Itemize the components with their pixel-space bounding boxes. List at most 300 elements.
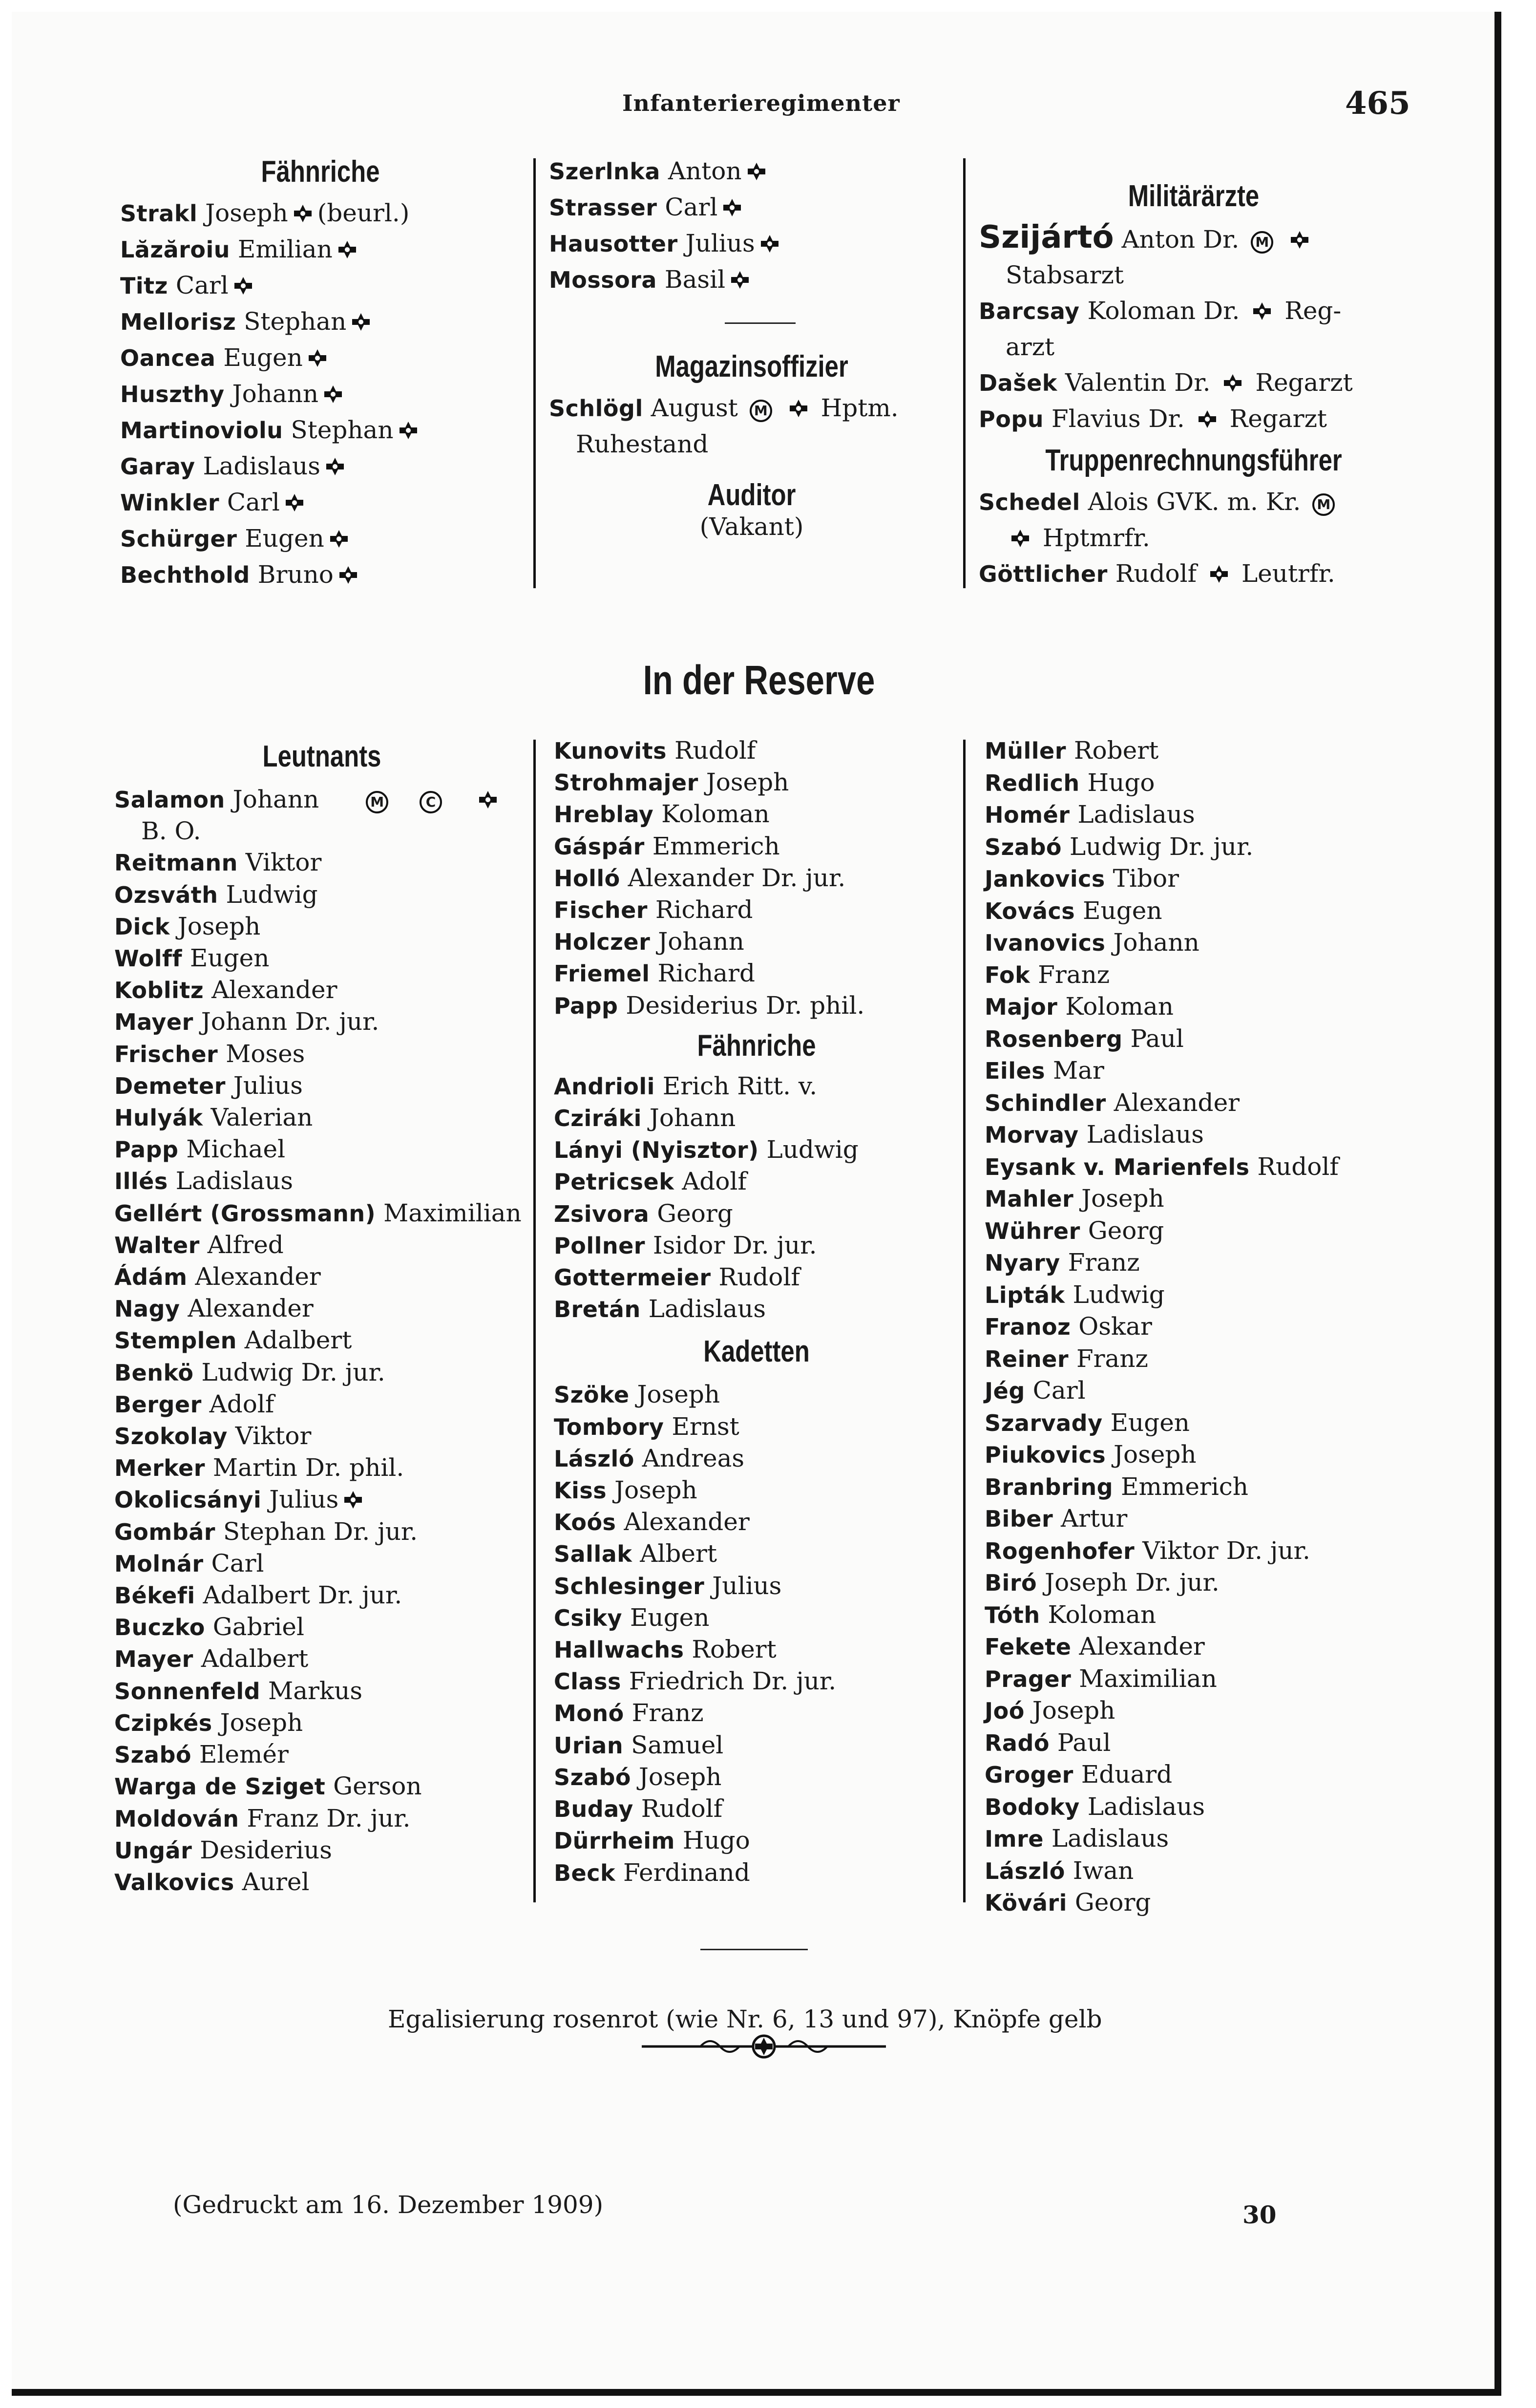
- given-name: Oskar: [1078, 1312, 1152, 1341]
- surname: Szabó: [985, 833, 1062, 860]
- column-divider: [533, 740, 536, 1902]
- officer-entry: [114, 879, 529, 911]
- given-name: Julius: [269, 1485, 339, 1514]
- given-name: Moses: [226, 1039, 305, 1068]
- surname: Holczer: [554, 929, 651, 956]
- officer-entry: [114, 911, 529, 942]
- given-name: Alexander: [1114, 1088, 1240, 1117]
- top-col1: [120, 149, 521, 593]
- given-name: Martin Dr. phil.: [212, 1453, 404, 1482]
- given-name: Eugen: [1110, 1408, 1190, 1437]
- officer-entry: [114, 1102, 529, 1133]
- given-name: Joseph: [637, 1380, 720, 1409]
- given-name: Ladislaus: [1086, 1120, 1204, 1149]
- officer-entry: [554, 1293, 959, 1325]
- officer-entry: [979, 293, 1409, 329]
- given-name: Viktor: [235, 1422, 312, 1450]
- officer-entry: [979, 220, 1409, 257]
- surname: Békefi: [114, 1582, 195, 1609]
- officer-list: [554, 1379, 959, 1888]
- given-name: Alexander: [1079, 1632, 1205, 1661]
- surname: Illés: [114, 1168, 168, 1195]
- given-name: Carl: [227, 488, 280, 516]
- surname: Hreblay: [554, 801, 654, 828]
- officer-entry: [114, 1643, 529, 1675]
- given-name: Gerson: [333, 1772, 422, 1801]
- surname: László: [554, 1445, 634, 1472]
- officer-entry: [554, 1825, 959, 1856]
- officer-entry: [985, 1791, 1414, 1823]
- surname: Salamon: [114, 787, 225, 813]
- given-name: Johann: [232, 785, 319, 813]
- surname: Mahler: [985, 1186, 1074, 1212]
- given-name: Carl: [211, 1549, 264, 1577]
- officer-entry: [985, 831, 1414, 863]
- officer-entry: [985, 927, 1414, 959]
- officer-entry: [985, 1631, 1414, 1663]
- officer-entry: [114, 942, 529, 974]
- surname: Prager: [985, 1665, 1072, 1692]
- surname: Stemplen: [114, 1327, 237, 1354]
- officer-entry: [554, 958, 959, 989]
- officer-entry: [554, 1761, 959, 1793]
- page: [12, 12, 1501, 2396]
- given-name: Bruno: [257, 560, 334, 589]
- given-name: Johann: [649, 1104, 736, 1132]
- given-name: Ladislaus: [175, 1167, 293, 1195]
- given-name: Joseph: [220, 1708, 303, 1737]
- officer-entry: [114, 1165, 529, 1197]
- rank: Reg-: [1284, 297, 1342, 325]
- surname: Merker: [114, 1455, 205, 1482]
- section-heading: Kadetten: [703, 1335, 810, 1369]
- officer-entry: [985, 1215, 1414, 1247]
- given-name: Ladislaus: [203, 452, 320, 480]
- officer-entry: [985, 1887, 1414, 1919]
- officer-entry: [549, 190, 954, 226]
- entry-continuation: Ruhestand: [576, 430, 709, 458]
- m-mark-icon: M: [1312, 493, 1335, 516]
- officer-entry: [985, 1695, 1414, 1727]
- officer-entry: [554, 1793, 959, 1825]
- given-name: Anton: [668, 157, 742, 185]
- given-name: Joseph: [638, 1762, 722, 1791]
- given-name: Ladislaus: [648, 1295, 766, 1323]
- officer-entry: [114, 1739, 529, 1770]
- cross-pattee-icon: [308, 348, 327, 368]
- officer-list: [554, 735, 959, 1022]
- given-name: Gabriel: [212, 1613, 304, 1641]
- officer-entry: [114, 1707, 529, 1739]
- officer-entry: [979, 365, 1409, 401]
- surname: Bretán: [554, 1296, 641, 1323]
- surname: Holló: [554, 865, 620, 892]
- officer-entry: [554, 1070, 959, 1102]
- given-name: Michael: [186, 1135, 286, 1164]
- short-rule: [725, 322, 796, 324]
- given-name: Alfred: [207, 1230, 284, 1259]
- given-name: Alexander: [624, 1508, 750, 1536]
- surname: Ivanovics: [985, 930, 1106, 956]
- reserve-col3: [985, 735, 1414, 1919]
- egalisierung-line: Egalisierung rosenrot (wie Nr. 6, 13 und 97), Knöpfe gelb: [388, 2005, 1102, 2033]
- given-name: Andreas: [642, 1444, 745, 1472]
- given-name: Hugo: [1087, 768, 1155, 797]
- officer-entry: [120, 448, 521, 485]
- officer-entry: [554, 1634, 959, 1665]
- cross-pattee-icon: [747, 162, 766, 181]
- cross-pattee-icon: [730, 270, 750, 290]
- officer-entry: [114, 1803, 529, 1834]
- given-name: Emilian: [237, 235, 333, 263]
- officer-entry: [114, 974, 529, 1006]
- given-name: Ludwig: [226, 880, 318, 909]
- officer-entry: [985, 1727, 1414, 1759]
- given-name: Franz: [631, 1699, 704, 1727]
- officer-entry: [979, 484, 1409, 520]
- given-name: Adalbert: [201, 1644, 309, 1673]
- officer-entry: [985, 1407, 1414, 1439]
- given-name: Eugen: [245, 524, 324, 553]
- officer-entry: [554, 1602, 959, 1634]
- surname: Koblitz: [114, 977, 204, 1004]
- surname: Homér: [985, 802, 1070, 828]
- cross-pattee-icon: [1252, 301, 1272, 321]
- m-mark-icon: M: [750, 400, 772, 422]
- surname: Mellorisz: [120, 309, 236, 335]
- given-name: Stephan: [244, 307, 347, 336]
- given-name: Carl: [1032, 1376, 1086, 1405]
- officer-entry: [114, 1070, 529, 1102]
- surname: Müller: [985, 738, 1066, 764]
- surname: Friemel: [554, 960, 650, 987]
- officer-entry: [979, 401, 1409, 437]
- officer-entry: [120, 557, 521, 593]
- officer-entry: [114, 1770, 529, 1802]
- surname: Eiles: [985, 1058, 1046, 1084]
- surname: Mayer: [114, 1646, 193, 1673]
- officer-entry: [985, 1247, 1414, 1279]
- officer-entry: [554, 831, 959, 862]
- officer-entry: [985, 735, 1414, 767]
- c-mark-icon: C: [420, 791, 442, 813]
- surname: Szijártó: [979, 219, 1114, 256]
- officer-entry: [549, 262, 954, 298]
- cross-pattee-icon: [760, 234, 779, 254]
- given-name: Adalbert Dr. jur.: [203, 1581, 402, 1610]
- officer-entry: [120, 340, 521, 376]
- surname: Barcsay: [979, 298, 1080, 324]
- given-name: Julius: [712, 1571, 782, 1600]
- officer-list: [120, 195, 521, 593]
- officer-entry: [554, 926, 959, 958]
- surname: Sallak: [554, 1541, 632, 1568]
- cross-pattee-icon: [1209, 564, 1229, 584]
- printed-date: (Gedruckt am 16. Dezember 1909): [173, 2191, 604, 2219]
- surname: Gáspár: [554, 833, 645, 860]
- running-title: Infanterieregimenter: [622, 90, 900, 116]
- given-name: Alois GVK. m. Kr.: [1088, 488, 1301, 516]
- officer-entry: [554, 767, 959, 798]
- officer-entry: [979, 556, 1409, 592]
- given-name: Maximilian: [1079, 1664, 1217, 1693]
- given-name: Franz: [1038, 960, 1110, 989]
- officer-entry: [554, 1857, 959, 1889]
- officer-entry: [114, 1452, 529, 1484]
- given-name: Elemér: [199, 1740, 289, 1769]
- surname: Wolff: [114, 945, 182, 972]
- officer-entry: [554, 1538, 959, 1570]
- officer-entry: [114, 1388, 529, 1420]
- officer-entry: [554, 990, 959, 1022]
- given-name: Rudolf: [1257, 1152, 1339, 1181]
- surname: Moldován: [114, 1805, 239, 1832]
- officer-entry: [120, 304, 521, 340]
- surname: Papp: [554, 992, 618, 1019]
- surname: Szokolay: [114, 1423, 228, 1450]
- officer-entry: [985, 799, 1414, 831]
- given-name: Valentin Dr.: [1065, 368, 1211, 397]
- given-name: Friedrich Dr. jur.: [629, 1667, 837, 1696]
- given-name: Alexander: [188, 1294, 314, 1323]
- given-name: Hugo: [682, 1826, 750, 1855]
- given-name: Paul: [1057, 1728, 1111, 1757]
- officer-entry: [985, 1183, 1414, 1215]
- surname: Strakl: [120, 200, 198, 227]
- page-number: 465: [1345, 85, 1410, 122]
- surname: Cziráki: [554, 1105, 642, 1132]
- officer-entry: [985, 1119, 1414, 1151]
- given-name: Joseph: [1114, 1440, 1197, 1469]
- given-name: Flavius Dr.: [1051, 405, 1185, 433]
- surname: Biró: [985, 1570, 1037, 1596]
- section-heading: Fähnriche: [697, 1028, 816, 1063]
- cross-pattee-icon: [351, 312, 371, 332]
- given-name: Joseph: [1081, 1184, 1164, 1213]
- given-name: Paul: [1130, 1024, 1184, 1053]
- given-name: Ladislaus: [1077, 800, 1195, 829]
- given-name: Eugen: [189, 944, 270, 973]
- surname: Rogenhofer: [985, 1537, 1135, 1564]
- given-name: Joseph: [177, 912, 261, 940]
- officer-entry: [114, 1229, 529, 1261]
- officer-entry: [120, 376, 521, 412]
- surname: Czipkés: [114, 1709, 212, 1736]
- given-name: Ernst: [672, 1412, 739, 1441]
- given-name: Mar: [1052, 1056, 1104, 1085]
- given-name: Koloman Dr.: [1087, 297, 1240, 325]
- section-heading: Magazinsoffizier: [655, 350, 848, 384]
- given-name: Julius: [233, 1071, 303, 1100]
- given-name: Johann: [658, 927, 744, 956]
- top-col3: [979, 173, 1409, 592]
- surname: Reiner: [985, 1345, 1069, 1372]
- given-name: Viktor Dr. jur.: [1142, 1536, 1310, 1565]
- given-name: Georg: [657, 1199, 733, 1228]
- given-name: Johann: [1113, 928, 1199, 957]
- surname: Bechthold: [120, 562, 250, 588]
- officer-entry: [554, 1102, 959, 1134]
- entry-continuation: [979, 520, 1409, 556]
- surname: Mossora: [549, 267, 657, 293]
- given-name: Ladislaus: [1051, 1824, 1169, 1853]
- surname: Schürger: [120, 526, 237, 552]
- rank: Hptmrfr.: [1042, 524, 1150, 552]
- surname: Schlesinger: [554, 1573, 705, 1599]
- surname: Winkler: [120, 490, 219, 516]
- officer-entry: [120, 412, 521, 448]
- officer-entry: [985, 1567, 1414, 1599]
- given-name: Alexander Dr. jur.: [628, 863, 846, 892]
- surname: Joó: [985, 1698, 1025, 1724]
- section-heading: Fähnriche: [261, 155, 380, 189]
- officer-list: [985, 735, 1414, 1919]
- given-name: Basil: [664, 265, 726, 294]
- entry-continuation: Stabsarzt: [1006, 261, 1124, 289]
- officer-entry: [114, 1324, 529, 1356]
- surname: Szabó: [114, 1742, 191, 1769]
- cross-pattee-icon: [338, 565, 358, 585]
- surname: Lăzăroiu: [120, 236, 230, 263]
- officer-entry: [120, 195, 521, 232]
- surname: Kiss: [554, 1477, 607, 1504]
- given-name: Aurel: [242, 1867, 310, 1896]
- officer-entry: [985, 1503, 1414, 1535]
- given-name: Desiderius Dr. phil.: [626, 991, 865, 1020]
- cross-pattee-icon: [399, 421, 418, 440]
- officer-entry: [554, 1261, 959, 1293]
- given-name: Robert: [1073, 736, 1159, 765]
- officer-entry: [114, 1484, 529, 1515]
- surname: Zsivora: [554, 1200, 650, 1227]
- officer-entry: [549, 390, 954, 426]
- officer-entry: [114, 1261, 529, 1293]
- surname: Garay: [120, 453, 195, 480]
- given-name: Albert: [640, 1539, 717, 1568]
- officer-entry: [549, 226, 954, 262]
- cross-pattee-icon: [337, 240, 357, 259]
- given-name: Ludwig: [1073, 1280, 1165, 1309]
- officer-entry: [985, 1023, 1414, 1055]
- officer-entry: [554, 1665, 959, 1697]
- officer-entry: [114, 1357, 529, 1388]
- cross-pattee-icon: [1223, 373, 1242, 393]
- officer-entry: [114, 1611, 529, 1643]
- given-name: Franz Dr. jur.: [247, 1804, 411, 1833]
- given-name: Alexander: [195, 1262, 321, 1291]
- surname: Jankovics: [985, 866, 1105, 892]
- officer-entry: [114, 1866, 529, 1898]
- surname: Kunovits: [554, 738, 667, 764]
- m-mark-icon: M: [366, 791, 388, 813]
- surname: Ungár: [114, 1837, 192, 1864]
- reserve-title: In der Reserve: [643, 657, 875, 703]
- officer-entry: [114, 1293, 529, 1324]
- surname: Jég: [985, 1378, 1025, 1404]
- given-name: Johann: [232, 380, 319, 408]
- given-name: Koloman: [661, 800, 770, 829]
- cross-pattee-icon: [722, 198, 742, 217]
- given-name: Anton Dr.: [1121, 225, 1240, 254]
- given-name: Viktor: [245, 848, 322, 877]
- surname: Ozsváth: [114, 881, 218, 908]
- officer-entry: [114, 1006, 529, 1038]
- surname: Demeter: [114, 1072, 226, 1099]
- surname: Göttlicher: [979, 561, 1108, 587]
- given-name: Ludwig: [766, 1135, 859, 1164]
- cross-pattee-icon: [323, 384, 343, 404]
- surname: Tóth: [985, 1601, 1040, 1628]
- given-name: Ladislaus: [1087, 1792, 1205, 1821]
- officer-entry: [554, 1729, 959, 1761]
- officer-entry: [985, 1087, 1414, 1119]
- surname: Major: [985, 994, 1058, 1020]
- given-name: Samuel: [631, 1730, 724, 1759]
- given-name: Tibor: [1113, 864, 1179, 893]
- cross-pattee-icon: [285, 493, 304, 512]
- surname: Beck: [554, 1859, 616, 1886]
- surname: Lányi (Nyisztor): [554, 1137, 759, 1164]
- given-name: Robert: [692, 1635, 777, 1664]
- column-divider: [533, 158, 536, 588]
- given-name: Adalbert: [244, 1326, 352, 1355]
- surname: Lipták: [985, 1281, 1065, 1308]
- surname: Kovács: [985, 897, 1075, 924]
- surname: Morvay: [985, 1122, 1079, 1148]
- note: (beurl.): [317, 199, 410, 227]
- officer-entry: [114, 1548, 529, 1579]
- surname: Urian: [554, 1732, 624, 1759]
- officer-entry: [985, 1279, 1414, 1311]
- given-name: Franz: [1076, 1344, 1148, 1373]
- reserve-col1: [114, 730, 529, 1898]
- surname: Radó: [985, 1729, 1050, 1756]
- surname: Csiky: [554, 1604, 622, 1631]
- rank: Hptm.: [821, 394, 899, 422]
- surname: Tombory: [554, 1413, 664, 1440]
- given-name: Stephan Dr. jur.: [223, 1517, 418, 1546]
- section-heading: Militärärzte: [1128, 179, 1260, 213]
- officer-entry: [120, 485, 521, 521]
- given-name: Joseph: [1032, 1696, 1115, 1725]
- surname: Piukovics: [985, 1442, 1106, 1468]
- officer-entry: [554, 1379, 959, 1410]
- surname: Dašek: [979, 370, 1057, 396]
- surname: Redlich: [985, 769, 1080, 796]
- surname: Titz: [120, 273, 168, 299]
- cross-pattee-icon: [293, 204, 313, 223]
- given-name: Rudolf: [674, 736, 756, 765]
- officer-entry: [554, 798, 959, 830]
- given-name: Johann Dr. jur.: [201, 1007, 379, 1036]
- given-name: Desiderius: [200, 1835, 332, 1864]
- surname: Fok: [985, 961, 1031, 988]
- given-name: Eugen: [223, 343, 303, 372]
- given-name: Franz: [1068, 1248, 1140, 1277]
- surname: Valkovics: [114, 1869, 234, 1896]
- officer-entry: [985, 1599, 1414, 1631]
- given-name: Adolf: [682, 1167, 747, 1196]
- surname: Benkö: [114, 1359, 194, 1386]
- officer-entry: [985, 1855, 1414, 1887]
- officer-entry: [985, 863, 1414, 895]
- surname: Fekete: [985, 1634, 1072, 1660]
- surname: Koós: [554, 1509, 616, 1536]
- surname: Strasser: [549, 194, 657, 221]
- section-heading: Leutnants: [262, 740, 381, 773]
- surname: Gottermeier: [554, 1264, 711, 1291]
- surname: Berger: [114, 1391, 202, 1418]
